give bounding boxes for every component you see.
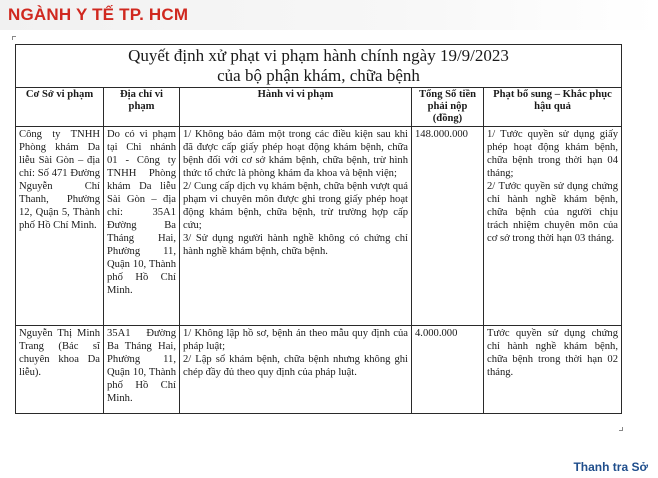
violation-item: 2/ Cung cấp dịch vụ khám bệnh, chữa bệnh vượt quá phạm vi chuyên môn được ghi trong giấy phép hoạt động khám bệnh, chữa bệnh, trừ trường hợp cấp cứu;: [183, 181, 408, 231]
table-row: [16, 326, 622, 414]
table-row: [16, 127, 622, 326]
org-title: NGÀNH Y TẾ TP. HCM: [8, 5, 189, 24]
document-title-line-1: Quyết định xử phạt vi phạm hành chính ngày 19/9/2023: [128, 46, 509, 65]
fine-cell: 148.000.000: [412, 127, 484, 326]
violations-cell: [180, 127, 412, 326]
facility-cell: Nguyễn Thị Minh Trang (Bác sĩ chuyên khoa Da liễu).: [16, 326, 104, 414]
table-corner-mark-bottom-right: [619, 427, 623, 431]
penalty-item: 2/ Tước quyền sử dụng chứng chỉ hành nghề khám bệnh, chữa bệnh của người chịu trách nhiệm chuyên môn của cơ sở trong thời hạn 03 tháng.: [487, 181, 618, 244]
column-header-facility: Cơ Sở vi phạm: [16, 88, 104, 127]
violations-cell: [180, 326, 412, 414]
fine-cell: 4.000.000: [412, 326, 484, 414]
violation-item: 1/ Không bảo đảm một trong các điều kiện sau khi đã được cấp giấy phép hoạt động khám bệnh, chữa bệnh đối với cơ sở khám bệnh, chữa bệnh, trừ hình thức tổ chức là phòng khám đa khoa và bệnh viện;: [183, 129, 408, 179]
column-header-violations: Hành vi vi phạm: [180, 88, 412, 127]
violation-item: 1/ Không lập hồ sơ, bệnh án theo mẫu quy định của pháp luật;: [183, 328, 408, 352]
facility-cell: Công ty TNHH Phòng khám Da liễu Sài Gòn – địa chỉ: Số 471 Đường Nguyễn Chí Thanh, Phường 12, Quận 5, Thành phố Hồ Chí Minh.: [16, 127, 104, 326]
source-credit: Thanh tra Sở: [573, 460, 648, 474]
violation-item: 3/ Sử dụng người hành nghề không có chứng chỉ hành nghề khám bệnh, chữa bệnh.: [183, 233, 408, 257]
penalties-cell: [484, 127, 622, 326]
column-header-fine: Tổng Số tiền phải nộp (đồng): [412, 88, 484, 127]
penalty-item: Tước quyền sử dụng chứng chỉ hành nghề khám bệnh, chữa bệnh trong thời hạn 02 tháng.: [487, 328, 618, 378]
header-band: [0, 0, 658, 30]
table-title-row: [16, 45, 622, 88]
table-corner-mark-top-left: [12, 36, 16, 40]
column-header-address: Địa chỉ vi phạm: [104, 88, 180, 127]
table-header-row: [16, 88, 622, 127]
penalty-item: 1/ Tước quyền sử dụng giấy phép hoạt động khám bệnh, chữa bệnh trong thời hạn 04 tháng;: [487, 129, 618, 179]
violation-table: [15, 44, 622, 414]
violation-item: 2/ Lập sổ khám bệnh, chữa bệnh nhưng không ghi chép đầy đủ theo quy định của pháp luật.: [183, 354, 408, 378]
document-title-line-2: của bộ phận khám, chữa bệnh: [217, 66, 420, 85]
address-cell: Do có vi phạm tại Chi nhánh 01 - Công ty TNHH Phòng khám Da liễu Sài Gòn – địa chỉ: 35A1 Đường Ba Tháng Hai, Phường 11, Quận 10, Thành phố Hồ Chí Minh.: [104, 127, 180, 326]
column-header-penalties: Phạt bổ sung – Khắc phục hậu quả: [484, 88, 622, 127]
document-title: [16, 45, 622, 88]
penalties-cell: [484, 326, 622, 414]
address-cell: 35A1 Đường Ba Tháng Hai, Phường 11, Quận 10, Thành phố Hồ Chí Minh.: [104, 326, 180, 414]
